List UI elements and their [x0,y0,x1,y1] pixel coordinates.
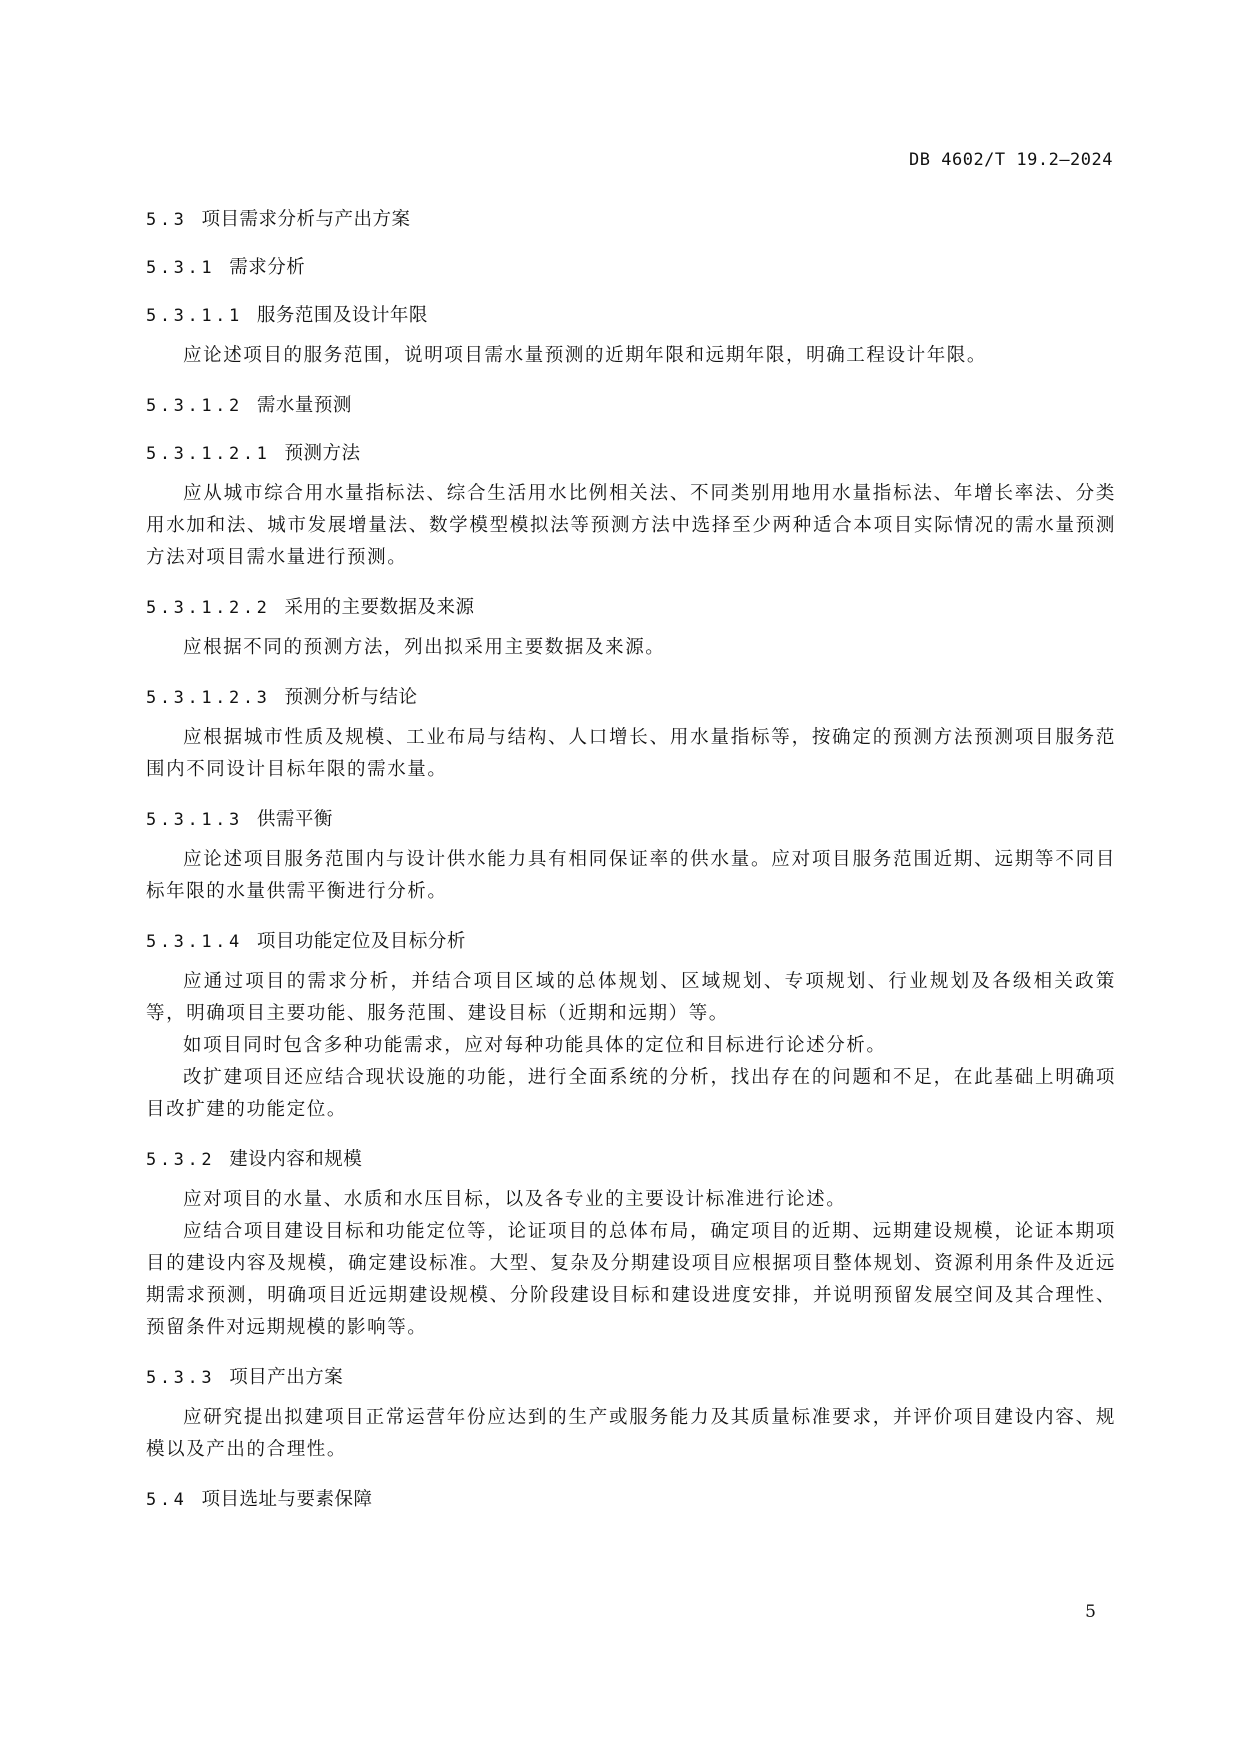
section-heading [146,584,1116,632]
section-heading [146,244,1116,292]
page-number: 5 [1085,1602,1096,1622]
section-heading [146,196,1116,244]
section-heading [146,918,1116,966]
body-paragraph: 应结合项目建设目标和功能定位等，论证项目的总体布局，确定项目的近期、远期建设规模，论证本期项目的建设内容及规模，确定建设标准。大型、复杂及分期建设项目应根据项目整体规划、资源利用条件及近远期需求预测，明确项目近远期建设规模、分阶段建设目标和建设进度安排，并说明预留发展空间及其合理性、预留条件对远期规模的影响等。 [146,1221,1116,1338]
body-paragraph: 应论述项目服务范围内与设计供水能力具有相同保证率的供水量。应对项目服务范围近期、远期等不同目标年限的水量供需平衡进行分析。 [146,849,1116,902]
document-body [146,196,1116,1524]
section-title: 需求分析 [229,257,306,278]
section-number: 5.3 [146,210,188,230]
section-heading [146,430,1116,478]
section-number: 5.3.1 [146,258,216,278]
document-code: DB 4602/T 19.2—2024 [909,150,1113,170]
body-paragraph: 应根据不同的预测方法，列出拟采用主要数据及来源。 [183,637,666,658]
section-heading [146,674,1116,722]
section-title: 供需平衡 [256,809,333,830]
body-paragraph: 应从城市综合用水量指标法、综合生活用水比例相关法、不同类别用地用水量指标法、年增长率法、分类用水加和法、城市发展增量法、数学模型模拟法等预测方法中选择至少两种适合本项目实际情况的需水量预测方法对项目需水量进行预测。 [146,483,1116,568]
section-title: 预测分析与结论 [284,687,418,708]
section-title: 采用的主要数据及来源 [284,597,475,618]
body-paragraph: 应研究提出拟建项目正常运营年份应达到的生产或服务能力及其质量标准要求，并评价项目建设内容、规模以及产出的合理性。 [146,1407,1116,1460]
body-paragraph: 如项目同时包含多种功能需求，应对每种功能具体的定位和目标进行论述分析。 [183,1035,887,1056]
section-number: 5.3.3 [146,1368,216,1388]
section-number: 5.3.1.4 [146,932,243,952]
section-number: 5.3.1.1 [146,306,243,326]
section-heading [146,796,1116,844]
section-title: 项目产出方案 [229,1367,344,1388]
section-number: 5.4 [146,1490,188,1510]
section-heading [146,1136,1116,1184]
section-number: 5.3.1.2.2 [146,598,271,618]
section-heading [146,292,1116,340]
section-number: 5.3.2 [146,1150,216,1170]
section-title: 项目功能定位及目标分析 [256,931,466,952]
body-paragraph: 应对项目的水量、水质和水压目标，以及各专业的主要设计标准进行论述。 [183,1189,847,1210]
section-title: 需水量预测 [256,395,352,416]
section-title: 项目需求分析与产出方案 [201,209,411,230]
body-paragraph: 应根据城市性质及规模、工业布局与结构、人口增长、用水量指标等，按确定的预测方法预测项目服务范围内不同设计目标年限的需水量。 [146,727,1116,780]
section-number: 5.3.1.2 [146,396,243,416]
section-heading [146,1354,1116,1402]
section-title: 建设内容和规模 [229,1149,363,1170]
section-title: 预测方法 [284,443,361,464]
section-number: 5.3.1.3 [146,810,243,830]
section-heading [146,382,1116,430]
section-number: 5.3.1.2.1 [146,444,271,464]
body-paragraph: 应论述项目的服务范围，说明项目需水量预测的近期年限和远期年限，明确工程设计年限。 [183,345,988,366]
section-title: 服务范围及设计年限 [256,305,428,326]
section-heading [146,1476,1116,1524]
body-paragraph: 应通过项目的需求分析，并结合项目区域的总体规划、区域规划、专项规划、行业规划及各级相关政策等，明确项目主要功能、服务范围、建设目标（近期和远期）等。 [146,971,1116,1024]
body-paragraph: 改扩建项目还应结合现状设施的功能，进行全面系统的分析，找出存在的问题和不足，在此基础上明确项目改扩建的功能定位。 [146,1067,1116,1120]
section-title: 项目选址与要素保障 [201,1489,373,1510]
section-number: 5.3.1.2.3 [146,688,271,708]
